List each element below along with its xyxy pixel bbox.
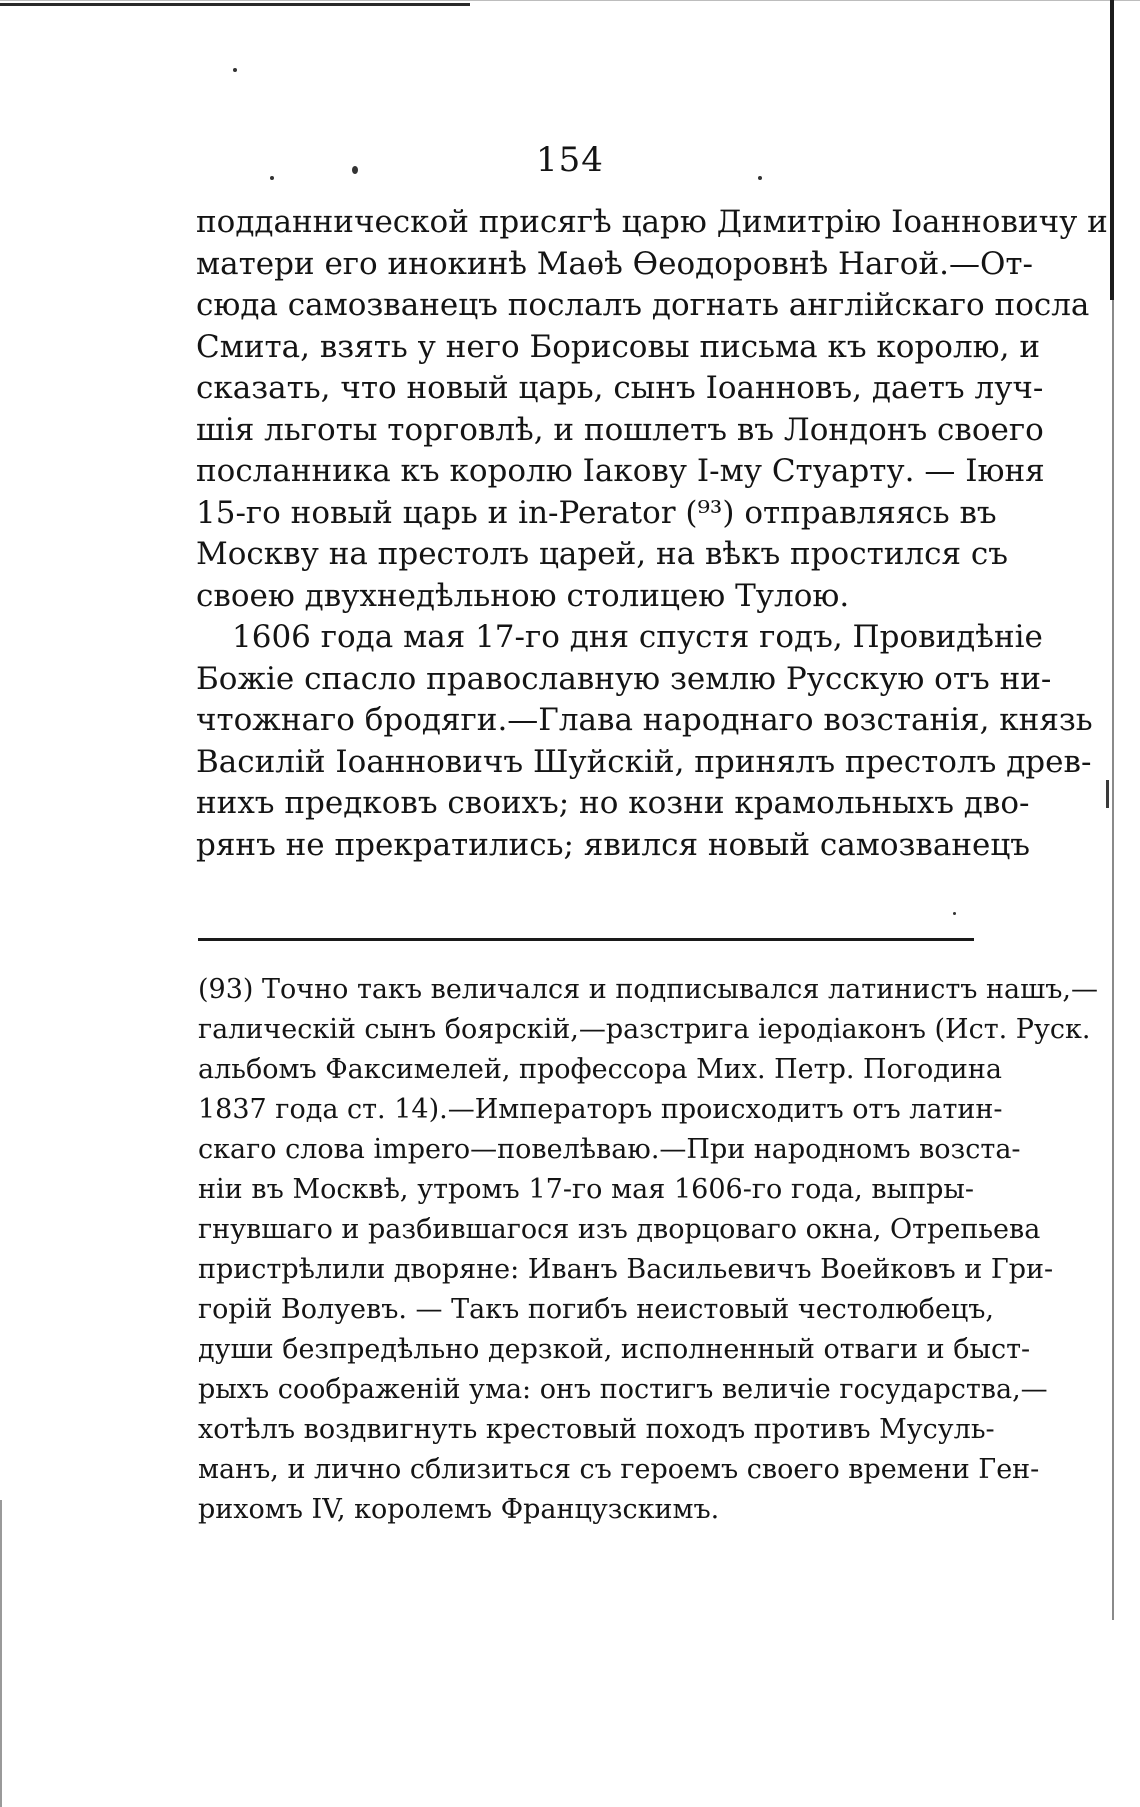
scan-right-mark bbox=[1106, 780, 1109, 808]
text-line: рянъ не прекратились; явился новый самозванецъ bbox=[196, 826, 1030, 863]
text-line: 1606 года мая 17-го дня спустя годъ, Провидѣніе bbox=[232, 619, 1043, 655]
footnote-line: гнувшаго и разбившагося изъ дворцоваго окна, Отрепьева bbox=[198, 1214, 1041, 1245]
footnote-line: рихомъ IV, королемъ Французскимъ. bbox=[198, 1494, 720, 1525]
footnote-block bbox=[198, 970, 1098, 1530]
text-line: Смита, взять у него Борисовы письма къ королю, и bbox=[196, 328, 1041, 365]
footnote-line: манъ, и лично сблизиться съ героемъ своего времени Ген- bbox=[198, 1454, 1040, 1485]
text-line: Москву на престолъ царей, на вѣкъ простился съ bbox=[196, 536, 1008, 572]
footnote-line: 1837 года ст. 14).—Императоръ происходитъ отъ латин- bbox=[198, 1094, 1003, 1125]
text-line: шія льготы торговлѣ, и пошлетъ въ Лондонъ своего bbox=[196, 411, 1044, 448]
text-line: Василій Іоанновичъ Шуйскій, принялъ престолъ древ- bbox=[196, 743, 1092, 780]
main-text-block bbox=[196, 202, 1108, 866]
text-line: сказать, что новый царь, сынъ Іоанновъ, даетъ луч- bbox=[196, 370, 1044, 406]
footnote-line: (93) Точно такъ величался и подписывался латинистъ нашъ,— bbox=[198, 974, 1098, 1005]
text-line: сюда самозванецъ послалъ догнать англійскаго посла bbox=[196, 287, 1090, 323]
footnote-line: души безпредѣльно дерзкой, исполненный отваги и быст- bbox=[198, 1334, 1031, 1365]
footnote-line: хотѣлъ воздвигнуть крестовый походъ противъ Мусуль- bbox=[198, 1414, 995, 1445]
scan-right-edge-lower bbox=[1112, 300, 1114, 1620]
text-line: подданнической присягѣ царю Димитрію Іоанновичу и bbox=[196, 204, 1108, 240]
text-line: чтожнаго бродяги.—Глава народнаго возстанія, князь bbox=[196, 702, 1093, 738]
text-line: своею двухнедѣльною столицею Тулою. bbox=[196, 577, 850, 614]
footnote-line: горій Волуевъ. — Такъ погибъ неистовый честолюбецъ, bbox=[198, 1294, 994, 1325]
footnote-line: галическій сынъ боярскій,—разстрига іеродіаконъ (Ист. Руск. bbox=[198, 1014, 1091, 1045]
scan-left-edge bbox=[0, 1500, 2, 1807]
text-line: 15-го новый царь и in-Perator (⁹³) отправляясь въ bbox=[196, 494, 997, 531]
text-line: посланника къ королю Іакову І-му Стуарту. — Іюня bbox=[196, 453, 1045, 489]
text-line: нихъ предковъ своихъ; но козни крамольныхъ дво- bbox=[196, 785, 1030, 821]
footnote-line: скаго слова impero—повелѣваю.—При народномъ возста- bbox=[198, 1134, 1021, 1165]
scan-top-edge bbox=[0, 0, 1140, 1]
text-line: Божіе спасло православную землю Русскую отъ ни- bbox=[196, 660, 1052, 697]
scan-top-rule bbox=[0, 3, 470, 6]
footnote-line: пристрѣлили дворяне: Иванъ Васильевичъ Воейковъ и Гри- bbox=[198, 1254, 1054, 1285]
footnote-divider bbox=[198, 938, 974, 941]
scan-speck bbox=[953, 912, 956, 915]
footnote-line: рыхъ соображеній ума: онъ постигъ величіе государства,— bbox=[198, 1374, 1048, 1405]
footnote-line: альбомъ Факсимелей, профессора Мих. Петр. Погодина bbox=[198, 1054, 1002, 1085]
page-number: 154 bbox=[536, 140, 604, 180]
footnote-line: ніи въ Москвѣ, утромъ 17-го мая 1606-го года, выпры- bbox=[198, 1174, 974, 1205]
scan-speck bbox=[233, 68, 237, 72]
text-line: матери его инокинѣ Маѳѣ Ѳеодоровнѣ Нагой.—От- bbox=[196, 245, 1033, 282]
